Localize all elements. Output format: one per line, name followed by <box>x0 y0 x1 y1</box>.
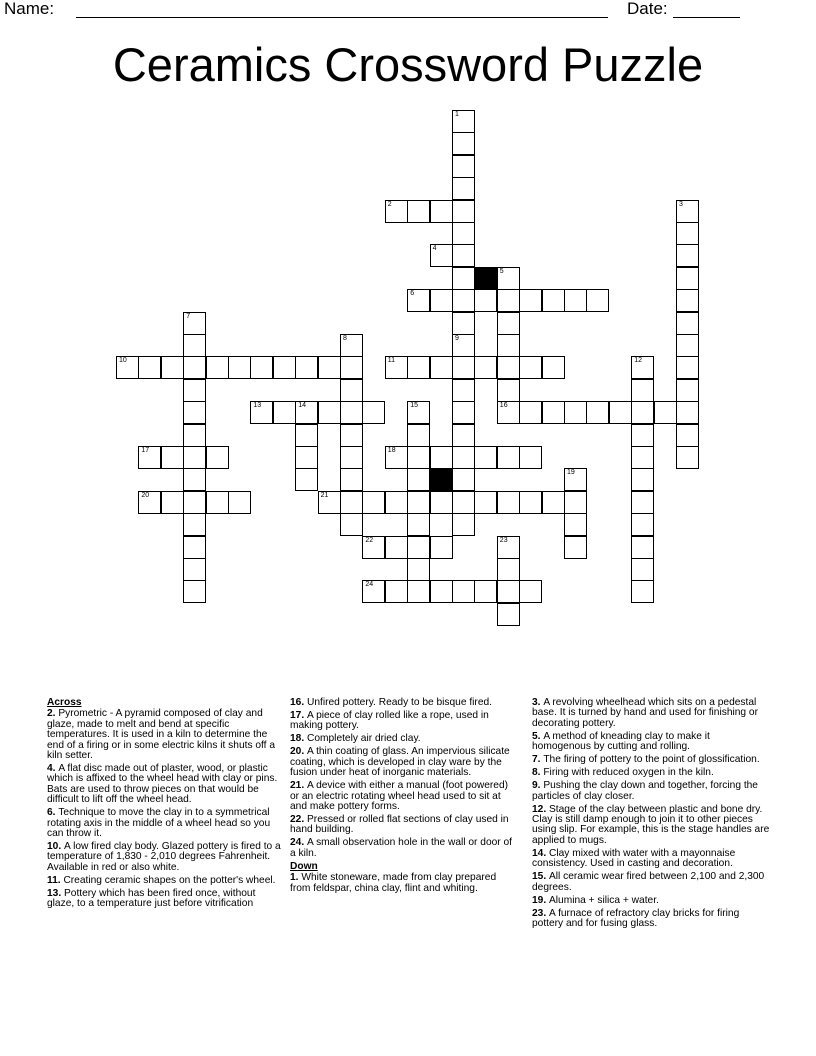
grid-cell[interactable] <box>340 491 363 514</box>
grid-cell[interactable] <box>183 513 206 536</box>
clue-number-label: 10 <box>119 357 127 365</box>
name-label: Name: <box>4 0 55 18</box>
grid-cell[interactable] <box>452 446 475 469</box>
grid-cell[interactable] <box>497 312 520 335</box>
clue-text: Creating ceramic shapes on the potter's wheel. <box>63 874 276 886</box>
grid-cell[interactable] <box>452 200 475 223</box>
grid-cell[interactable] <box>407 401 430 424</box>
grid-cell[interactable] <box>340 334 363 357</box>
grid-cell[interactable] <box>407 289 430 312</box>
grid-cell[interactable] <box>183 468 206 491</box>
grid-cell[interactable] <box>631 468 654 491</box>
clue-number-label: 7 <box>186 312 191 320</box>
clue-number-label: 12 <box>634 357 642 365</box>
grid-cell[interactable] <box>407 491 430 514</box>
clue-number: 3. <box>532 697 544 708</box>
clue-item <box>47 709 281 761</box>
grid-cell[interactable] <box>407 200 430 223</box>
clue-number-label: 1 <box>455 111 459 118</box>
clue-number: 16. <box>290 697 307 708</box>
down-heading: Down <box>290 860 318 872</box>
clue-number: 9. <box>532 780 544 792</box>
grid-cell[interactable] <box>183 424 206 447</box>
grid-cell[interactable] <box>474 580 497 603</box>
clue-number: 18. <box>290 733 307 745</box>
clue-item <box>532 768 770 778</box>
grid-cell[interactable] <box>609 401 632 424</box>
grid-cell[interactable] <box>452 155 475 178</box>
grid-cell[interactable] <box>631 513 654 536</box>
grid-cell[interactable] <box>586 401 609 424</box>
grid-cell[interactable] <box>340 446 363 469</box>
clue-number-label: 22 <box>365 536 374 544</box>
grid-cell[interactable] <box>542 401 565 424</box>
grid-cell[interactable] <box>340 356 363 379</box>
grid-cell[interactable] <box>497 379 520 402</box>
clue-text: A small observation hole in the wall or door of a kiln. <box>290 837 512 859</box>
grid-cell[interactable] <box>318 491 341 514</box>
clue-number-label: 9 <box>455 335 459 342</box>
clue-number: 10. <box>47 841 64 853</box>
clue-text: A low fired clay body. Glazed pottery is fired to a temperature of 1,830 - 2,010 degrees Fahrenheit. Available in red or also white. <box>47 841 281 873</box>
grid-block <box>474 267 497 290</box>
grid-cell[interactable] <box>519 580 542 603</box>
grid-cell[interactable] <box>340 379 363 402</box>
clue-item <box>290 873 518 894</box>
across-heading: Across <box>47 697 82 708</box>
clue-item <box>532 849 770 870</box>
clue-item <box>47 876 281 886</box>
grid-cell[interactable] <box>318 401 341 424</box>
grid-cell[interactable] <box>452 289 475 312</box>
grid-cell[interactable] <box>497 267 520 290</box>
grid-cell[interactable] <box>206 491 229 514</box>
grid-cell[interactable] <box>452 491 475 514</box>
grid-cell[interactable] <box>407 356 430 379</box>
grid-cell[interactable] <box>564 513 587 536</box>
grid-cell[interactable] <box>385 536 408 559</box>
clue-item <box>290 747 518 778</box>
grid-cell[interactable] <box>497 580 520 603</box>
clue-number-label: 23 <box>499 536 508 544</box>
grid-cell[interactable] <box>452 580 475 603</box>
clue-number-label: 21 <box>320 491 329 499</box>
grid-cell[interactable] <box>206 356 229 379</box>
grid-cell[interactable] <box>631 379 654 402</box>
grid-cell[interactable] <box>564 491 587 514</box>
clue-item <box>47 808 281 839</box>
grid-cell[interactable] <box>474 491 497 514</box>
clue-number: 4. <box>47 763 59 775</box>
grid-cell[interactable] <box>430 446 453 469</box>
clue-number-label: 2 <box>387 200 392 208</box>
clue-item <box>532 872 770 893</box>
grid-cell[interactable] <box>497 356 520 379</box>
clue-number: 20. <box>290 746 307 758</box>
grid-cell[interactable] <box>340 468 363 491</box>
grid-cell[interactable] <box>564 401 587 424</box>
clue-number: 2. <box>47 708 59 720</box>
clue-number-label: 16 <box>499 402 508 410</box>
clue-text: Stage of the clay between plastic and bone dry. Clay is still damp enough to join it to other pieces using slip. For example, this is the stage handles are applied to mugs. <box>532 803 770 846</box>
grid-cell[interactable] <box>407 580 430 603</box>
clue-item <box>532 781 770 802</box>
clue-item <box>290 838 518 859</box>
grid-cell[interactable] <box>497 334 520 357</box>
grid-cell[interactable] <box>161 446 184 469</box>
grid-cell[interactable] <box>519 356 542 379</box>
grid-cell[interactable] <box>273 356 296 379</box>
grid-cell[interactable] <box>452 222 475 245</box>
grid-cell[interactable] <box>497 491 520 514</box>
clue-number: 1. <box>290 872 302 884</box>
grid-cell[interactable] <box>497 289 520 312</box>
clue-text: A revolving wheelhead which sits on a pedestal base. It is turned by hand and used for finishing or decorating pottery. <box>532 697 758 729</box>
clue-number-label: 14 <box>298 402 306 410</box>
clue-text: Pottery which has been fired once, without glaze, to a temperature just before vitrification <box>47 887 256 910</box>
grid-cell[interactable] <box>676 267 699 290</box>
grid-cell[interactable] <box>564 289 587 312</box>
grid-cell[interactable] <box>676 446 699 469</box>
clue-item <box>47 764 281 806</box>
grid-cell[interactable] <box>452 244 475 267</box>
grid-cell[interactable] <box>385 356 408 379</box>
grid-cell[interactable] <box>430 244 453 267</box>
clue-item <box>532 755 770 765</box>
grid-cell[interactable] <box>138 491 161 514</box>
grid-cell[interactable] <box>519 401 542 424</box>
grid-cell[interactable] <box>340 513 363 536</box>
grid-cell[interactable] <box>519 491 542 514</box>
grid-cell[interactable] <box>161 491 184 514</box>
clue-number: 22. <box>290 814 307 826</box>
grid-block <box>430 468 453 491</box>
grid-cell[interactable] <box>497 603 520 626</box>
grid-cell[interactable] <box>452 379 475 402</box>
clue-text: Clay mixed with water with a mayonnaise consistency. Used in casting and decoration. <box>532 847 736 870</box>
clue-text: A piece of clay rolled like a rope, used in making pottery. <box>290 710 489 732</box>
clue-item <box>532 805 770 847</box>
grid-cell[interactable] <box>183 312 206 335</box>
grid-cell[interactable] <box>362 491 385 514</box>
grid-cell[interactable] <box>183 356 206 379</box>
grid-cell[interactable] <box>452 513 475 536</box>
clue-number-label: 15 <box>410 402 418 410</box>
grid-cell[interactable] <box>519 289 542 312</box>
grid-cell[interactable] <box>385 200 408 223</box>
grid-cell[interactable] <box>564 468 587 491</box>
grid-cell[interactable] <box>474 356 497 379</box>
grid-cell[interactable] <box>452 401 475 424</box>
clue-text: Firing with reduced oxygen in the kiln. <box>543 767 714 779</box>
grid-cell[interactable] <box>407 468 430 491</box>
grid-cell[interactable] <box>497 446 520 469</box>
grid-cell[interactable] <box>676 334 699 357</box>
grid-cell[interactable] <box>430 491 453 514</box>
clue-number: 12. <box>532 803 549 815</box>
grid-cell[interactable] <box>676 244 699 267</box>
clue-text: Pressed or rolled flat sections of clay used in hand building. <box>290 814 509 836</box>
grid-cell[interactable] <box>452 312 475 335</box>
clue-text: A method of kneading clay to make it homogenous by cutting and rolling. <box>532 730 710 753</box>
clue-item <box>290 734 518 744</box>
grid-cell[interactable] <box>564 536 587 559</box>
clue-number-label: 18 <box>387 447 396 454</box>
clue-item <box>290 698 518 708</box>
clue-text: The firing of pottery to the point of glossification. <box>543 754 760 766</box>
grid-cell[interactable] <box>430 580 453 603</box>
clue-number: 6. <box>47 807 59 819</box>
clue-number: 15. <box>532 871 549 883</box>
grid-cell[interactable] <box>161 356 184 379</box>
grid-cell[interactable] <box>407 513 430 536</box>
clue-text: Pushing the clay down and together, forcing the particles of clay closer. <box>532 780 758 802</box>
grid-cell[interactable] <box>250 356 273 379</box>
grid-cell[interactable] <box>340 401 363 424</box>
clue-item <box>532 732 770 753</box>
grid-cell[interactable] <box>676 356 699 379</box>
clue-item <box>532 698 770 729</box>
grid-cell[interactable] <box>430 289 453 312</box>
grid-cell[interactable] <box>542 289 565 312</box>
clue-text: Unfired pottery. Ready to be bisque fired. <box>307 697 492 708</box>
clue-item <box>532 896 770 906</box>
clue-number: 5. <box>532 730 544 742</box>
grid-cell[interactable] <box>676 379 699 402</box>
grid-cell[interactable] <box>631 424 654 447</box>
grid-cell[interactable] <box>138 356 161 379</box>
clue-item <box>290 711 518 732</box>
grid-cell[interactable] <box>497 536 520 559</box>
grid-cell[interactable] <box>183 334 206 357</box>
grid-cell[interactable] <box>631 446 654 469</box>
grid-cell[interactable] <box>452 424 475 447</box>
grid-cell[interactable] <box>452 356 475 379</box>
grid-cell[interactable] <box>631 356 654 379</box>
grid-cell[interactable] <box>631 491 654 514</box>
grid-cell[interactable] <box>586 289 609 312</box>
grid-cell[interactable] <box>295 356 318 379</box>
grid-cell[interactable] <box>407 558 430 581</box>
clues-column-2 <box>290 698 518 897</box>
grid-cell[interactable] <box>183 580 206 603</box>
grid-cell[interactable] <box>676 312 699 335</box>
grid-cell[interactable] <box>631 558 654 581</box>
clue-number: 21. <box>290 780 307 792</box>
grid-cell[interactable] <box>295 468 318 491</box>
grid-cell[interactable] <box>116 356 139 379</box>
clue-text: All ceramic wear fired between 2,100 and 2,300 degrees. <box>532 871 765 893</box>
grid-cell[interactable] <box>519 446 542 469</box>
grid-cell[interactable] <box>676 222 699 245</box>
grid-cell[interactable] <box>474 289 497 312</box>
clues-column-3 <box>532 698 770 932</box>
grid-cell[interactable] <box>183 536 206 559</box>
grid-cell[interactable] <box>452 334 475 357</box>
grid-cell[interactable] <box>452 267 475 290</box>
grid-cell[interactable] <box>407 536 430 559</box>
grid-cell[interactable] <box>676 424 699 447</box>
grid-cell[interactable] <box>631 536 654 559</box>
grid-cell[interactable] <box>430 200 453 223</box>
clue-item <box>532 909 770 930</box>
grid-cell[interactable] <box>497 401 520 424</box>
grid-cell[interactable] <box>183 491 206 514</box>
puzzle-title: Ceramics Crossword Puzzle <box>112 38 704 91</box>
clue-text: Pyrometric - A pyramid composed of clay and glaze, made to melt and bend at specific temperatures. It is used in a kiln to determine the end of a firing or in some electric kilns it shuts off a kiln setter. <box>47 708 276 762</box>
grid-cell[interactable] <box>362 401 385 424</box>
grid-cell[interactable] <box>340 424 363 447</box>
clue-number: 24. <box>290 837 307 849</box>
grid-cell[interactable] <box>138 446 161 469</box>
grid-cell[interactable] <box>430 536 453 559</box>
clue-number: 14. <box>532 847 549 859</box>
grid-cell[interactable] <box>452 177 475 200</box>
clue-number: 8. <box>532 767 544 779</box>
grid-cell[interactable] <box>676 401 699 424</box>
grid-cell[interactable] <box>542 491 565 514</box>
clue-text: A furnace of refractory clay bricks for firing pottery and for fusing glass. <box>532 907 740 930</box>
grid-cell[interactable] <box>273 401 296 424</box>
clue-item <box>47 842 281 873</box>
clue-item <box>290 781 518 812</box>
grid-cell[interactable] <box>452 132 475 155</box>
grid-cell[interactable] <box>407 424 430 447</box>
grid-cell[interactable] <box>362 580 385 603</box>
clue-text: A flat disc made out of plaster, wood, or plastic which is affixed to the wheel head with clay or pins. Bats are used to throw pieces on that would be difficult to lift off the wheel head. <box>47 763 278 806</box>
grid-cell[interactable] <box>676 200 699 223</box>
grid-cell[interactable] <box>631 401 654 424</box>
grid-cell[interactable] <box>385 580 408 603</box>
grid-cell[interactable] <box>542 356 565 379</box>
grid-cell[interactable] <box>362 536 385 559</box>
clue-item <box>290 815 518 836</box>
clue-text: A thin coating of glass. An impervious silicate coating, which is developed in clay ware by the fusion under heat of inorganic materials. <box>290 746 510 779</box>
grid-cell[interactable] <box>206 446 229 469</box>
grid-cell[interactable] <box>407 446 430 469</box>
grid-cell[interactable] <box>183 401 206 424</box>
grid-cell[interactable] <box>385 446 408 469</box>
clue-text: Technique to move the clay in to a symmetrical rotating axis in the middle of a wheel head so you can throw it. <box>47 807 271 840</box>
clue-number: 17. <box>290 710 307 721</box>
grid-cell[interactable] <box>430 356 453 379</box>
grid-cell[interactable] <box>497 558 520 581</box>
grid-cell[interactable] <box>295 446 318 469</box>
grid-cell[interactable] <box>228 491 251 514</box>
clue-number-label: 20 <box>141 491 150 499</box>
grid-cell[interactable] <box>295 401 318 424</box>
clue-number-label: 13 <box>253 402 262 410</box>
date-label: Date: <box>627 0 668 18</box>
grid-cell[interactable] <box>228 356 251 379</box>
clue-number-label: 5 <box>499 267 504 275</box>
grid-cell[interactable] <box>474 446 497 469</box>
grid-cell[interactable] <box>318 356 341 379</box>
clue-number: 7. <box>532 754 544 766</box>
clue-text: Completely air dried clay. <box>307 733 421 745</box>
grid-cell[interactable] <box>631 580 654 603</box>
clue-number: 23. <box>532 907 549 919</box>
grid-cell[interactable] <box>452 110 475 133</box>
clue-text: A device with either a manual (foot powered) or an electric rotating wheel head used to sit at and make pottery forms. <box>290 780 509 813</box>
clue-number-label: 6 <box>410 290 415 298</box>
clue-number-label: 19 <box>567 469 575 477</box>
grid-cell[interactable] <box>654 401 677 424</box>
clue-number-label: 4 <box>432 245 437 253</box>
grid-cell[interactable] <box>250 401 273 424</box>
clue-number-label: 24 <box>365 581 374 589</box>
grid-cell[interactable] <box>183 446 206 469</box>
clue-number: 13. <box>47 887 64 899</box>
clue-item <box>47 889 281 910</box>
grid-cell[interactable] <box>183 558 206 581</box>
clues-column-1 <box>47 698 281 912</box>
clue-number-label: 3 <box>679 200 683 208</box>
grid-cell[interactable] <box>385 491 408 514</box>
clue-number-label: 17 <box>141 447 150 454</box>
grid-cell[interactable] <box>183 379 206 402</box>
clue-text: Alumina + silica + water. <box>549 894 659 906</box>
clue-text: White stoneware, made from clay prepared from feldspar, china clay, flint and whiting. <box>290 872 497 894</box>
grid-cell[interactable] <box>295 424 318 447</box>
grid-cell[interactable] <box>452 468 475 491</box>
clue-number-label: 8 <box>343 335 347 342</box>
grid-cell[interactable] <box>676 289 699 312</box>
clue-number-label: 11 <box>387 357 396 365</box>
clue-number: 11. <box>47 874 64 886</box>
clue-number: 19. <box>532 894 549 906</box>
